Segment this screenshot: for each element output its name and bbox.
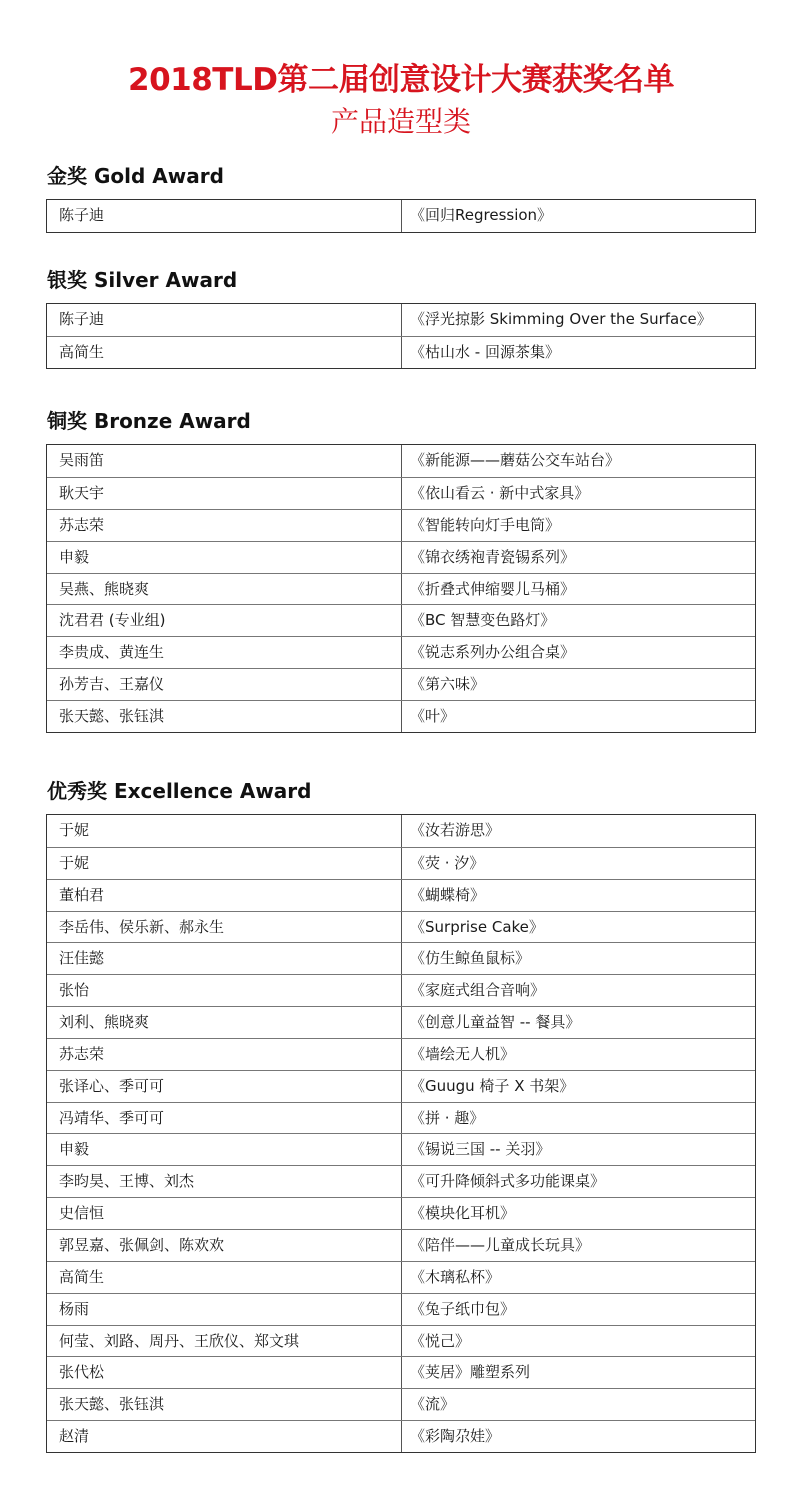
table-row bbox=[47, 1133, 755, 1165]
winner-name: 张代松 bbox=[47, 1357, 402, 1388]
work-title: 《Guugu 椅子 X 书架》 bbox=[410, 1076, 575, 1095]
work-title: 《折叠式伸缩婴儿马桶》 bbox=[410, 579, 576, 598]
winner-name: 李昀昊、王博、刘杰 bbox=[47, 1166, 402, 1197]
work-title: 《锦衣绣袍青瓷锡系列》 bbox=[410, 547, 576, 566]
winner-name: 陈子迪 bbox=[47, 200, 402, 232]
table-row bbox=[47, 1388, 755, 1420]
table-row bbox=[47, 1006, 755, 1038]
work-title: 《陪伴——儿童成长玩具》 bbox=[410, 1235, 591, 1254]
excellence-award-heading: 优秀奖 Excellence Award bbox=[47, 779, 312, 803]
table-row bbox=[47, 1261, 755, 1293]
work-title: 《模块化耳机》 bbox=[410, 1204, 516, 1223]
gold-award-heading: 金奖 Gold Award bbox=[47, 164, 224, 188]
winner-name: 汪佳懿 bbox=[47, 943, 402, 974]
bronze-award-table bbox=[46, 444, 756, 733]
table-row bbox=[47, 1325, 755, 1357]
winner-name: 李岳伟、侯乐新、郝永生 bbox=[47, 912, 402, 943]
silver-award-heading: 银奖 Silver Award bbox=[47, 268, 238, 292]
work-title: 《流》 bbox=[410, 1395, 456, 1414]
table-row bbox=[47, 477, 755, 509]
work-title: 《荧 · 汐》 bbox=[410, 853, 485, 872]
bronze-award-heading: 铜奖 Bronze Award bbox=[47, 409, 251, 433]
document-subtitle: 产品造型类 bbox=[330, 105, 471, 138]
table-row bbox=[47, 636, 755, 668]
work-title: 《锐志系列办公组合桌》 bbox=[410, 643, 576, 662]
winner-name: 赵清 bbox=[47, 1421, 402, 1452]
work-title: 《兔子纸巾包》 bbox=[410, 1299, 516, 1318]
winner-name: 高简生 bbox=[47, 337, 402, 368]
table-row bbox=[47, 879, 755, 911]
winner-name: 于妮 bbox=[47, 848, 402, 879]
winner-name: 郭昱嘉、张佩剑、陈欢欢 bbox=[47, 1230, 402, 1261]
winner-name: 耿天宇 bbox=[47, 478, 402, 509]
table-row bbox=[47, 668, 755, 700]
winner-name: 张怡 bbox=[47, 975, 402, 1006]
winner-name: 刘利、熊晓爽 bbox=[47, 1007, 402, 1038]
work-title: 《家庭式组合音响》 bbox=[410, 981, 546, 1000]
table-row bbox=[47, 974, 755, 1006]
winner-name: 苏志荣 bbox=[47, 1039, 402, 1070]
table-row bbox=[47, 1102, 755, 1134]
winner-name: 张天懿、张钰淇 bbox=[47, 701, 402, 732]
table-row bbox=[47, 604, 755, 636]
table-row bbox=[47, 1356, 755, 1388]
winner-name: 何莹、刘路、周丹、王欣仪、郑文琪 bbox=[47, 1326, 402, 1357]
winner-name: 张译心、季可可 bbox=[47, 1071, 402, 1102]
winner-name: 沈君君 (专业组) bbox=[47, 605, 402, 636]
table-row bbox=[47, 304, 755, 336]
table-row bbox=[47, 1420, 755, 1452]
table-row bbox=[47, 942, 755, 974]
table-row bbox=[47, 573, 755, 605]
work-title: 《依山看云 · 新中式家具》 bbox=[410, 483, 590, 502]
work-title: 《荚居》雕塑系列 bbox=[410, 1363, 531, 1382]
winner-name: 杨雨 bbox=[47, 1294, 402, 1325]
table-row bbox=[47, 1038, 755, 1070]
winner-name: 申毅 bbox=[47, 1134, 402, 1165]
winner-name: 孙芳吉、王嘉仪 bbox=[47, 669, 402, 700]
table-row bbox=[47, 336, 755, 368]
work-title: 《Surprise Cake》 bbox=[410, 917, 544, 936]
work-title: 《BC 智慧变色路灯》 bbox=[410, 611, 556, 630]
winner-name: 陈子迪 bbox=[47, 304, 402, 336]
silver-award-table bbox=[46, 303, 756, 369]
table-row bbox=[47, 541, 755, 573]
work-title: 《汝若游思》 bbox=[410, 821, 501, 839]
table-row bbox=[47, 1229, 755, 1261]
winner-name: 张天懿、张钰淇 bbox=[47, 1389, 402, 1420]
work-title: 《蝴蝶椅》 bbox=[410, 885, 486, 904]
work-title: 《拼 · 趣》 bbox=[410, 1108, 485, 1127]
work-title: 《创意儿童益智 -- 餐具》 bbox=[410, 1013, 581, 1032]
table-row bbox=[47, 1070, 755, 1102]
gold-award-table bbox=[46, 199, 756, 233]
winner-name: 于妮 bbox=[47, 815, 402, 847]
work-title: 《锡说三国 -- 关羽》 bbox=[410, 1140, 551, 1159]
table-row bbox=[47, 815, 755, 847]
work-title: 《新能源——蘑菇公交车站台》 bbox=[410, 451, 621, 469]
document-title: 2018TLD第二届创意设计大赛获奖名单 bbox=[128, 62, 674, 98]
winner-name: 吴燕、熊晓爽 bbox=[47, 574, 402, 605]
winner-name: 高简生 bbox=[47, 1262, 402, 1293]
work-title: 《第六味》 bbox=[410, 675, 486, 694]
work-title: 《枯山水 - 回源茶集》 bbox=[410, 343, 560, 361]
table-row bbox=[47, 700, 755, 732]
work-title: 《可升降倾斜式多功能课桌》 bbox=[410, 1172, 606, 1191]
table-row bbox=[47, 445, 755, 477]
work-title: 《墙绘无人机》 bbox=[410, 1044, 516, 1063]
winner-name: 李贵成、黄连生 bbox=[47, 637, 402, 668]
table-row bbox=[47, 911, 755, 943]
table-row bbox=[47, 1293, 755, 1325]
work-title: 《仿生鲸鱼鼠标》 bbox=[410, 949, 531, 968]
table-row bbox=[47, 1165, 755, 1197]
winner-name: 申毅 bbox=[47, 542, 402, 573]
winner-name: 苏志荣 bbox=[47, 510, 402, 541]
table-row bbox=[47, 509, 755, 541]
work-title: 《彩陶尕娃》 bbox=[410, 1427, 501, 1446]
winner-name: 董柏君 bbox=[47, 880, 402, 911]
work-title: 《木璃私杯》 bbox=[410, 1267, 501, 1286]
work-title: 《叶》 bbox=[410, 707, 456, 726]
table-row bbox=[47, 200, 755, 232]
work-title: 《悦己》 bbox=[410, 1331, 471, 1350]
winner-name: 吴雨笛 bbox=[47, 445, 402, 477]
excellence-award-table bbox=[46, 814, 756, 1453]
work-title: 《浮光掠影 Skimming Over the Surface》 bbox=[410, 310, 712, 328]
work-title: 《回归Regression》 bbox=[410, 206, 553, 224]
winner-name: 史信恒 bbox=[47, 1198, 402, 1229]
table-row bbox=[47, 1197, 755, 1229]
table-row bbox=[47, 847, 755, 879]
work-title: 《智能转向灯手电筒》 bbox=[410, 515, 561, 534]
winner-name: 冯靖华、季可可 bbox=[47, 1103, 402, 1134]
